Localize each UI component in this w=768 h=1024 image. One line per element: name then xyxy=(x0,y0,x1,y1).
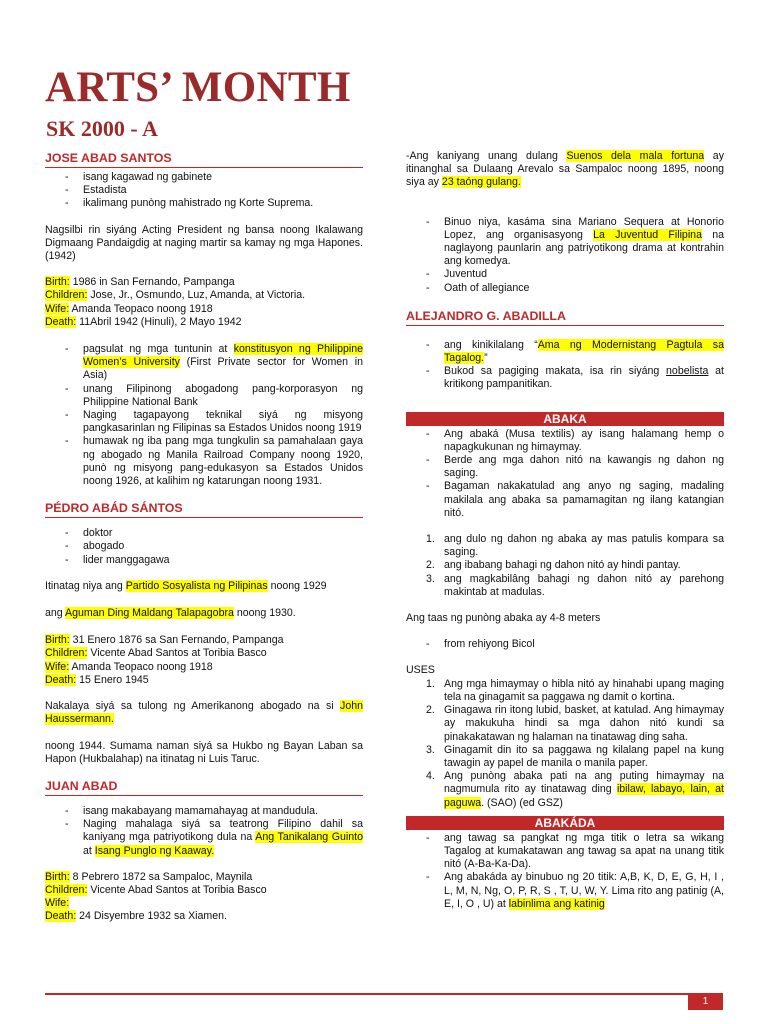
list-item: - Ang abakáda ay binubuo ng 20 titik: A,B, K, D, E, G, H, I , L, M, N, Ng, O, P, R, S , T, U, W, Y. Lima rito ang patinig (A, E, I, O , U) at labinlima ang katinig xyxy=(406,871,724,911)
list-item: - Oath of allegiance xyxy=(406,282,724,295)
wife-label: Wife: xyxy=(45,897,70,910)
section-heading-alejandro-abadilla: ALEJANDRO G. ABADILLA xyxy=(406,308,724,326)
list-item: - Binuo niya, kasáma sina Mariano Sequera at Honorio Lopez, ang organisasyong La Juventud Filipina na naglayong paunlarin ang patriyotikong drama at kontrahin ang komedya. xyxy=(406,216,724,269)
death-label: Death: xyxy=(45,673,77,686)
list-item: - Berde ang mga dahon nitó na kawangis ng dahon ng saging. xyxy=(406,454,724,480)
pedro-paragraph-4: noong 1944. Sumama naman siyá sa Hukbo ng Bayan Laban sa Hapon (Hukbalahap) na itinatag ni Luis Taruc. xyxy=(45,739,363,765)
pedro-paragraph-2: ang Aguman Ding Maldang Talapagobra noong 1930. xyxy=(45,607,296,620)
list-item: 2. Ginagawa rin itong lubid, basket, at katulad. Ang himaymay ay makukuha hindi sa mga dahon nitó kundi sa pinakakatawan ng halaman na tinatawag ding saha. xyxy=(426,704,724,743)
list-item: 3. ang magkabilâng bahagi ng dahon nitó ay parehong makintab at madulas. xyxy=(426,572,724,598)
birth-label: Birth: xyxy=(45,634,70,647)
page-subtitle: SK 2000 - A xyxy=(46,116,158,141)
list-item: - doktor xyxy=(45,527,363,540)
list-item: - isang kagawad ng gabinete xyxy=(45,171,363,184)
jose-bio xyxy=(45,276,363,329)
list-item: 1. ang dulo ng dahon ng abaka ay mas patulis kompara sa saging. xyxy=(426,533,724,559)
children-label: Children: xyxy=(45,647,88,660)
wife-label: Wife: xyxy=(45,660,70,673)
abaka-height: Ang taas ng punòng abaka ay 4-8 meters xyxy=(406,612,601,625)
section-heading-pedro-abad-santos: PÉDRO ABÁD SÁNTOS xyxy=(45,500,363,518)
death-value: 15 Enero 1945 xyxy=(76,673,149,686)
pedro-bio xyxy=(45,634,363,687)
death-label: Death: xyxy=(45,910,77,923)
pedro-paragraph-3: Nakalaya siyá sa tulong ng Amerikanong abogado na si John Haussermann. xyxy=(45,700,363,726)
list-item: 4. Ang punòng abaka pati na ang puting himaymay na nagmumula rito ay tinatawag ding ibilaw, labayo, lain, at paguwa. (SAO) (ed GSZ) xyxy=(426,770,724,809)
uses-label: USES xyxy=(406,664,435,677)
left-column xyxy=(45,150,363,924)
list-item: - Juventud xyxy=(406,268,724,281)
list-item: - abogado xyxy=(45,540,363,553)
page-number: 1 xyxy=(688,994,723,1010)
children-value: Jose, Jr., Osmundo, Luz, Amanda, at Victoria. xyxy=(87,289,306,302)
pedro-paragraph-1: Itinatag niya ang Partido Sosyalista ng Pilipinas noong 1929 xyxy=(45,579,327,592)
section-heading-juan-abad: JUAN ABAD xyxy=(45,778,363,796)
children-value: Vicente Abad Santos at Toribia Basco xyxy=(87,883,267,896)
children-value: Vicente Abad Santos at Toribia Basco xyxy=(87,647,267,660)
section-bar-abakada: ABAKÁDA xyxy=(406,816,724,830)
abaka-features-list xyxy=(406,533,724,599)
list-item: - from rehiyong Bicol xyxy=(406,638,724,651)
pedro-roles-list xyxy=(45,527,363,567)
list-item: 1. Ang mga himaymay o hibla nitó ay hinahabi upang maging tela na ginagamit sa paggawa ng damit o kortina. xyxy=(426,677,724,703)
birth-label: Birth: xyxy=(45,276,70,289)
death-value: 24 Disyembre 1932 sa Xiamen. xyxy=(76,910,227,923)
list-item: - ikalimang punòng mahistrado ng Korte Suprema. xyxy=(45,197,363,210)
footer-rule xyxy=(45,993,723,995)
juan-bio xyxy=(45,871,363,924)
birth-value: 1986 in San Fernando, Pampanga xyxy=(69,276,235,289)
death-label: Death: xyxy=(45,315,77,328)
list-item: - Bagaman nakakatulad ang anyo ng saging, madaling makilala ang abaka sa pamamagitan ng ilang katangian nitó. xyxy=(406,480,724,520)
list-item: - ang kinikilalang “Ama ng Modernistang Pagtula sa Tagalog.” xyxy=(406,339,724,365)
list-item: - Naging tagapayong teknikal siyá ng misyong pangkasarinlan ng Filipinas sa Estados Unidos noong 1919 xyxy=(45,409,363,435)
abakada-list xyxy=(406,832,724,911)
list-item: - lider manggagawa xyxy=(45,554,363,567)
birth-label: Birth: xyxy=(45,870,70,883)
jose-roles-list xyxy=(45,171,363,211)
juan-first-play-paragraph: -Ang kaniyang unang dulang Suenos dela mala fortuna ay itinanghal sa Dulaang Arevalo sa Sampaloc noong 1895, noong siya ay 23 taóng gulang. xyxy=(406,150,724,189)
abaka-uses-list xyxy=(406,678,724,810)
birth-value: 8 Pebrero 1872 sa Sampaloc, Maynila xyxy=(69,870,253,883)
juan-list xyxy=(45,805,363,858)
section-bar-abaka: ABAKA xyxy=(406,412,724,426)
children-label: Children: xyxy=(45,883,88,896)
wife-value: Amanda Teopaco noong 1918 xyxy=(69,660,213,673)
list-item: - Ang abaká (Musa textilis) ay isang halamang hemp o napagkukunan ng himaymay. xyxy=(406,428,724,454)
list-item: - isang makabayang mamamahayag at mandudula. xyxy=(45,805,363,818)
children-label: Children: xyxy=(45,289,88,302)
jose-paragraph: Nagsilbi rin siyáng Acting President ng bansa noong Ikalawang Digmaang Pandaigdig at naging martir sa kamay ng mga Hapones. (1942) xyxy=(45,223,363,263)
birth-value: 31 Enero 1876 sa San Fernando, Pampanga xyxy=(69,634,284,647)
list-item: - humawak ng iba pang mga tungkulin sa pamahalaan gaya ng abogado ng Manila Railroad Company noong 1920, punò ng misyong pang-edukasyon sa Estados Unidos noong 1926, at kalihim ng katarungan noong 1931. xyxy=(45,435,363,488)
list-item: - Estadista xyxy=(45,184,363,197)
list-item: 3. Ginagamit din ito sa paggawa ng kilalang papel na kung tawagin ay papel de manila o manila paper. xyxy=(426,743,724,769)
list-item: - Naging mahalaga siyá sa teatrong Filipino dahil sa kaniyang mga patriyotikong dula na Ang Tanikalang Guinto at Isang Punglo ng Kaaway. xyxy=(45,818,363,858)
abaka-list xyxy=(406,428,724,520)
right-column xyxy=(406,150,724,911)
abaka-origin-list xyxy=(406,638,724,651)
page-title: ARTS’ MONTH xyxy=(45,64,351,111)
section-heading-jose-abad-santos: JOSE ABAD SANTOS xyxy=(45,150,363,168)
list-item: - Bukod sa pagiging makata, isa rin siyáng nobelista at kritikong pampanitikan. xyxy=(406,365,724,391)
death-value: 11Abril 1942 (Hinuli), 2 Mayo 1942 xyxy=(76,315,242,328)
list-item: - pagsulat ng mga tuntunin at konstitusyon ng Philippine Women’s University (First Private sector for Women in Asia) xyxy=(45,343,363,383)
alejandro-list xyxy=(406,339,724,392)
juan-organization-list xyxy=(406,216,724,295)
wife-value: Amanda Teopaco noong 1918 xyxy=(69,302,213,315)
wife-label: Wife: xyxy=(45,302,70,315)
list-item: 2. ang ibabang bahagi ng dahon nitó ay hindi pantay. xyxy=(426,559,681,572)
list-item: - ang tawag sa pangkat ng mga titik o letra sa wikang Tagalog at kumakatawan ang tawag sa apat na unang titik nitó (A-Ba-Ka-Da). xyxy=(406,832,724,872)
jose-achievements-list xyxy=(45,343,363,488)
list-item: - unang Filipinong abogadong pang-korporasyon ng Philippine National Bank xyxy=(45,383,363,409)
